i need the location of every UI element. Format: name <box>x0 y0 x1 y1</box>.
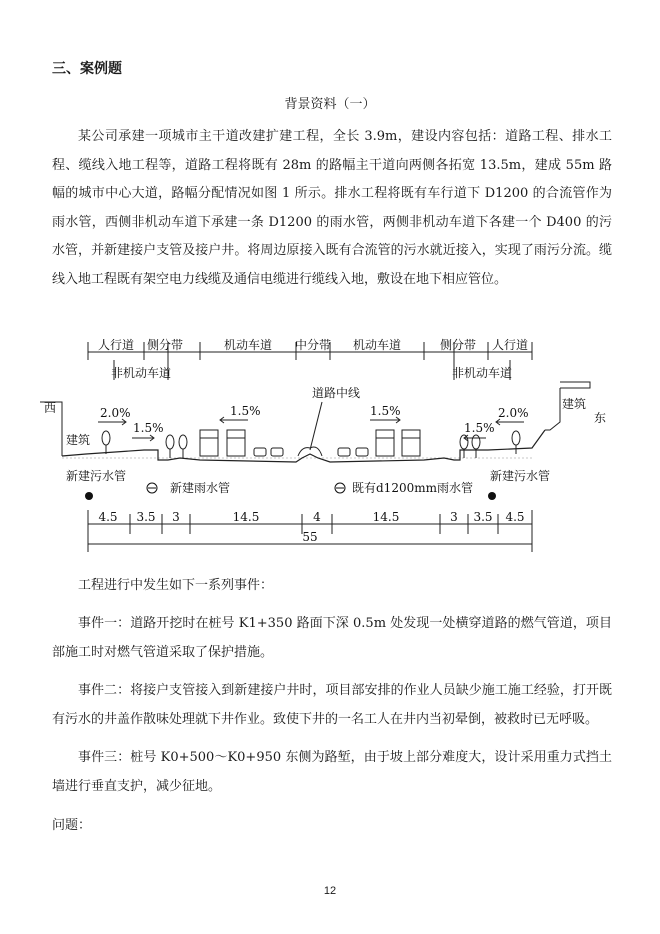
events-intro: 工程进行中发生如下一系列事件： <box>78 578 274 593</box>
road-cross-section-figure <box>40 330 620 560</box>
label-new-sewer-right: 新建污水管 <box>490 469 551 483</box>
label-building-left: 建筑 <box>66 433 91 447</box>
label-building-right: 建筑 <box>562 397 587 411</box>
background-title: 背景资料（一） <box>284 97 376 112</box>
width-5: 4 <box>313 510 321 524</box>
width-7: 3 <box>450 510 458 524</box>
label-motor-right: 机动车道 <box>352 338 402 352</box>
width-3: 3 <box>172 510 180 524</box>
label-new-sewer-left: 新建污水管 <box>66 469 127 483</box>
label-new-storm: 新建雨水管 <box>170 481 231 495</box>
label-side-divider-right: 侧分带 <box>439 338 477 352</box>
label-side-divider-left: 侧分带 <box>146 338 184 352</box>
building-right-roof <box>560 382 590 388</box>
label-sidewalk-left: 人行道 <box>97 338 135 352</box>
sewer-pipe-right-icon <box>488 492 496 500</box>
section-title: 三、案例题 <box>52 61 122 77</box>
total-width: 55 <box>302 530 318 544</box>
width-4: 14.5 <box>232 510 260 524</box>
event-2: 事件二：将接户支管接入到新建接户井时，项目部安排的作业人员缺少施工施工经验，打开既有污水的井盖作散味处理就下井作业。致使下井的一名工人在井内当初晕倒，被救时已无呼吸。 <box>52 683 612 727</box>
sewer-pipe-left-icon <box>85 492 93 500</box>
background-paragraph: 某公司承建一项城市主干道改建扩建工程，全长 3.9m，建设内容包括：道路工程、排水工程、缆线入地工程等，道路工程将既有 28m 的路幅主干道向两侧各拓宽 13.5m，建成 55m 路幅的城市中心大道，路幅分配情况如图 1 所示。排水工程将既有车行道下 D1200 的合流管作为雨水管，西侧非机动车道下承建一条 D1200 的雨水管，两侧非机动车道下各建一个 D400 的污水管，并新建接户支管及接户井。将周边原接入既有合流管的污水就近接入，实现了雨污分流。缆线入地工程既有架空电力线缆及通信电缆进行缆线入地，敷设在地下相应管位。 <box>52 129 612 287</box>
label-west: 西 <box>44 401 57 415</box>
label-existing-storm: 既有d1200mm雨水管 <box>352 481 473 495</box>
label-east: 东 <box>594 411 607 425</box>
slope-left-motor: 1.5% <box>230 404 261 418</box>
slope-right-motor: 1.5% <box>370 404 401 418</box>
event-3: 事件三：桩号 K0+500～K0+950 东侧为路堑，由于坡上部分难度大，设计采用重力式挡土墙进行垂直支护，减少征地。 <box>52 750 612 794</box>
questions-label: 问题： <box>52 818 92 833</box>
label-sidewalk-right: 人行道 <box>491 338 529 352</box>
width-9: 4.5 <box>505 510 525 524</box>
slope-right-outer: 2.0% <box>498 406 529 420</box>
width-8: 3.5 <box>473 510 493 524</box>
label-nonmotor-right: 非机动车道 <box>451 366 513 380</box>
slope-left-inner: 1.5% <box>133 421 164 435</box>
label-centerline: 道路中线 <box>311 386 361 400</box>
width-6: 14.5 <box>372 510 400 524</box>
label-median: 中分带 <box>294 338 332 352</box>
page-number: 12 <box>323 885 337 897</box>
vehicle-icon <box>200 430 420 456</box>
width-2: 3.5 <box>136 510 156 524</box>
centerline-leader <box>310 402 322 450</box>
event-1: 事件一：道路开挖时在桩号 K1+350 路面下深 0.5m 处发现一处横穿道路的燃气管道，项目部施工时对燃气管道采取了保护措施。 <box>52 616 612 660</box>
label-motor-left: 机动车道 <box>223 338 273 352</box>
slope-left-outer: 2.0% <box>100 406 131 420</box>
slope-right-inner: 1.5% <box>464 421 495 435</box>
label-nonmotor-left: 非机动车道 <box>110 366 172 380</box>
width-1: 4.5 <box>98 510 118 524</box>
building-right-outline <box>545 388 560 430</box>
